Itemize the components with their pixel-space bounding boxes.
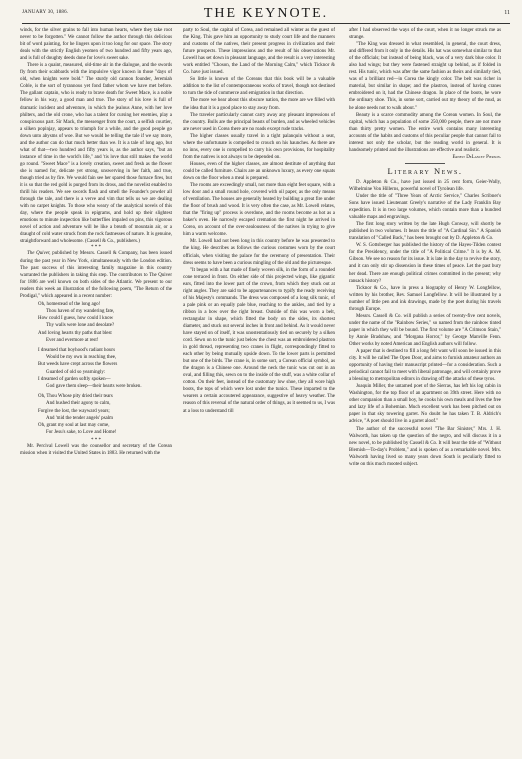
poem-line: Oh, grant my soul at last may come, [38, 423, 110, 429]
news-item: Messrs. Cassell & Co. will publish a series of twenty-five cent novels, under the name of the "Rainbow Series," so named from the rainbow tinted paper in which they will be bound. The first volume are "A Crimson Stain," by Annie Bradshaw, and "Morgana Horror," by George Manville Fenn. Other works by noted American and English authors will follow. [349, 313, 501, 347]
poem-line: Oh, homestead of the long ago! [38, 301, 101, 307]
news-item: W. S. Gottsberger has published the history of the Hayes-Tilden contest for the Presidency, under the title of "A Political Crime." It is by A. M. Gibson. We see no reason for its issue. It is late in the day to revive the story, and it can only stir up dissension in these times of peace. Let the past bury her dead. There are enough political crimes committed in the present; why ransack history? [349, 243, 501, 284]
poem-line: Ever and evermore at rest! [46, 337, 99, 343]
paragraph: party to Soul, the capital of Corea, and remained all winter as the guest of the King. This gave him an opportunity to study court life and the manners and customs of the natives, their present progress in civilization and their future prospects. These impressions and the result of his observations Mr. Lowell has set down in pleasant language, and the result is a very interesting work entitled "Choson, the Land of the Morning Calm," which Ticknor & Co. have just issued. [183, 28, 335, 76]
poem-line: And 'mid the tender angels' psalm [46, 415, 113, 421]
column-1 [20, 27, 172, 458]
poem-line: For Jesu's sake, to Love and Home! [46, 430, 117, 436]
news-item: Under the title of "Three Years of Arctic Service," Charles Scribner's Sons have issued Lieutenant Greely's narrative of the Lady Franklin Bay expedition. It is in two large volumes, which contain more than a hundred valuable maps and engravings. [349, 193, 501, 221]
paragraph: Houses, even of the higher classes, are almost destitute of anything that could be called furniture. Chairs are an unknown luxury, as every one squats down on the floor when a meal is prepared. [183, 161, 335, 181]
news-item: The first long story written by the late Hugh Conway, will shortly be published in two volumes. It bears the title of "A Cardinal Sin." A Spanish translation of "Called Back," has been brought out by D. Appleton & Co. [349, 222, 501, 242]
poem [38, 301, 172, 437]
author-signature: Ernest DeLancey Pierson. [452, 154, 501, 160]
page-number: 11 [504, 10, 510, 16]
news-item: A paper that is destined to fill a long felt want will soon be issued in this city. It will be called The Open Door, and aims to furnish amateur authors an opportunity of having their manuscript printed—for a consideration. Such a periodical cannot fail to meet with liberal patronage, and will certainly prove a blessing to metropolitan editors in drawing off the attacks of these tyros. [349, 349, 501, 383]
separator-stars: * * * [91, 245, 101, 251]
paragraph: The traveler particularly cannot carry away any pleasant impressions of the country. Bulls are the principal beasts of burden, and as wheeled vehicles are never used in Corea there are no roads except rude tracks. [183, 112, 335, 132]
poem-line: Guarded of old so yearningly: [46, 369, 106, 375]
issue-date: JANUARY 30, 1886. [22, 10, 69, 15]
poem-line: Would be my own in reaching thee, [46, 355, 117, 361]
poem-line: Thou haven of my wandering fate, [46, 308, 115, 314]
paragraph: "It began with a hat made of finely woven silk, in the form of a rounded cone terraced in front. On either side of this projected wings, like gigantic ears, fitted into the lower part of the crown, from which they stuck out at right angles. They are said to be appurtenances to typify the ready receiving of his Majesty's commands. The dress was composed of a long silk tunic, of a pale pink or an equally pale blue, reaching to the ankles, and tied by a ribbon in a bow over the right breast. Outside of this was worn a belt, rectangular in shape, which fitted the body on the sides, its shortest diameter, and stuck out several inches in front and behind. As it would never have stayed on of itself, it was unostentatiously tied on securely by a silken cord. Sewn on to the tunic just below the chest was an embroidered plastron in gold thread, representing two cranes in flight, correspondingly fitted to each other by being mutually upside down. To the lower parts is permitted but one of the birds. The crane is, in some sort, a Corean official symbol, as the dragon is a Chinese one. Around the neck the tunic was cut out in an oval, and filling this, sewn on to the inside of the stuff, was a white collar of cotton. On their feet, instead of the customary low shoe, they all wore high boots, the tops of which were lost under the tunics. These imparted to the wearers a certain accoutered appearance, suggestive of heavy weather. The reason of this reversal of the natural order of things, as it seemed to us, I was at a loss to understand till [183, 267, 335, 414]
section-title: Literary News. [387, 165, 463, 176]
paragraph-text: published by Messrs. Cassell & Company, has been issued during the past year in New York, simultaneously with the London edition. The past success of this interesting family magazine in this country warranted the publishers in taking this step. The contributors to The Quiver for 1886 are well known on both sides of the Atlantic. We present to our readers this week an illustration of the following poem, "The Return of the Prodigal," which appeared in a recent number: [20, 251, 172, 299]
poem-line: I dreamed of garden softly spoken— [38, 376, 111, 382]
magazine-title: The Quiver, [27, 251, 51, 257]
poem-line: And loving hearts thy paths that blest [38, 330, 112, 336]
paragraph: The higher classes usually travel in a tight palanquin without a seat, where the unfortunate is compelled to crouch on his haunches. As there are no inns, every one is compelled to carry his own provisions, for hospitality from the natives is not always to be depended on. [183, 133, 335, 160]
paragraph: So little is known of the Coreans that this book will be a valuable addition to the list of contemporaneous works of travel, though not destined to turn the tide of commerce and emigration in that direction. [183, 77, 335, 97]
poem-line: How could I guess, how could I know [38, 316, 114, 322]
poem-line: Thy walls were lone and desolate? [46, 323, 115, 329]
poem-line: Forgive the lost, the wayward years; [38, 408, 110, 414]
poem-line: But weeds have crept across the flowers [38, 362, 118, 368]
poem-line: God gave them sleep—their hearts were broken. [46, 384, 142, 390]
separator-stars: * * * [91, 438, 101, 444]
section-rule [405, 163, 445, 164]
paragraph: Beauty is a scarce commodity among the Corean women. In Soul, the capital, which has a population of some 250,000 people, there are not more than thirty pretty women. The entire work contains many interesting accounts of the habits and customs of this peculiar people that cannot fail to interest not only the scholar, but the reading world in general. It is handsomely printed and the illustrations are effective and realistic. [349, 112, 501, 153]
column-2 [183, 27, 335, 415]
paragraph: The more we hear about this obscure nation, the more are we filled with the idea that it is a good place to stay away from. [183, 98, 335, 111]
paragraph: Mr. Percival Lowell was the counsellor and secretary of the Corean mission when it visited the United States in 1883. He returned with the [20, 444, 172, 457]
news-item: D. Appleton & Co., have just issued in 25 cent form, Geier-Wally, Wilhelmine Von Hillerns, powerful novel of Tyrolean life. [349, 179, 501, 192]
paragraph: winds, for the silver grains to fall into human hearts, where they take root never to be forgotten." We cannot follow the author through this delicious bit of word painting, for he lingers upon it too long for our space. The story deals with the strictly English yeomen of two hundred and fifty years ago, and is full of doughty deeds done for love's sweet sake. [20, 28, 172, 62]
paragraph: "The King was dressed in what resembled, in general, the court dress, and differed from it only in the details. His hat was somewhat similar to that of the officials; but instead of being black, was of a very dark blue color. It also had wings; but they were fastened straight up behind, as if folded in rest. His tunic, which was after the same fashion as theirs and similarly tied, was of a brilliant red—in Corea the kingly color. The belt was richer in material, but similar in shape; and the plastron, instead of having cranes embroidered on it, had the Chinese dragon. In place of the boots, he wore the ordinary shoe. This, in some sort, carried out my theory of the mud, as he alone needs not to walk about." [349, 42, 501, 111]
paragraph [20, 250, 172, 299]
news-item: Joaquin Miller, the untamed poet of the Sierras, has left his log cabin in Washington, for the top floor of an apartment on 39th street. Here with no other companion than a small boy, he cooks his own meals and lives the free and lazy life of a Bohemian. Much excellent work has been pitched out on paper in that sky towering garret. No doubt he has taken T. B. Aldrich's advice, "A poet should live in a garret aloof." [349, 384, 501, 425]
poem-line: I dreamed that boyhood's radiant hours [38, 348, 115, 353]
masthead-title: THE KEYNOTE. [203, 6, 329, 21]
poem-line: Oh, Thou Whose pity dried their tears [38, 394, 113, 400]
poem-line: And hushed their agony to calm, [46, 401, 111, 407]
column-3 [349, 27, 501, 468]
news-item: Ticknor & Co., have in press a biography of Henry W. Longfellow, written by his brother, Rev. Samuel Longfellow. It will be illustrated by a number of little pen and ink drawings, made by the poet during his travels through Europe. [349, 285, 501, 312]
news-item: The author of the successful novel "The Bar Sinister," Mrs. J. H. Walworth, has taken up the question of the negro, and will discuss it in a new novel, to be published by Cassell & Co. It will bear the title of "Without Blemish—To-day's Problem," and is spoken of as a remarkable novel. Mrs. Walworth having lived so many years down South is peculiarly fitted to write on this much mooted subject. [349, 426, 501, 467]
paragraph: Mr. Lowell had not been long in this country before he was presented to the king. He describes as follows the curious costumes worn by the court officials, when visiting the palace for the ceremony of presentation. Their dress seems to have been a curious mingling of the old and the picturesque. [183, 239, 335, 266]
paragraph: The rooms are exceedingly small, not more than eight feet square, with a low door and a small round hole, covered with oil paper, as the only means of ventilation. The houses are generally heated by building a great fire under the floor of brush and wood. It is very often the case, as Mr. Lowell relates, that the "firing up" process is overdone, and the rooms become as hot as a baker's oven. He narrowly escaped cremation the first night he arrived in Corea, on account of the over-zealousness of the natives in trying to give him a warm welcome. [183, 183, 335, 238]
paragraph: after I had observed the ways of the court, when it no longer struck me as strange. [349, 28, 501, 41]
paragraph: There is a quaint, measured, old-time air in the dialogue, and the swords fly from their scabbards with the impulsive vigor known in those "days of old, when knights were bold." The sturdy old cannon founder, Jeremiah Coble, is the sort of tyrannous yet fond father whom we have met before. The gallant captain, who is ready to brave death for Sweet Mace, is a noble fellow in his way, a good man and true. The story of his love is full of dramatic incident and adventure, in which the jealous Anne, with her love philters, and the old crone, who has a talent for cursing her enemies, play a conspicuous part. Sir Mack, the messenger from the court, a selfish courtier, a silken popinjay, appears to triumph for a while, and the good people go down unto abysms of woe. But we would be telling the tale if we say more, and the author can do that much better than we. It is a tale of long ago, but what of that—two hundred and fifty years is, as the author says, "but an instance of time in the world's life," and 'tis love that still makes the world go round. "Sweet Mace" is a lovely creation, sweet and fresh as the flower she is named for, delicate yet strong, unswerving in her faith, and true, though tried as by fire. We would fain see her spared those furnace fires, but it is so that the red gold is purged from its dross, and the novelist enabled to thrill his readers. We see swords flash and smell the Founder's powder all through the tale, and there is a verve and vim that tells us we are dealing with no carpet knights. To those who weary of the analytical novels of this day, where the people speak in epigrams, and hold up their slightest emotions to minute inspection like butterflies impaled on pins, this vigorous novel of action and adventure will be like a breath of mountain air, or a draught of cold water struck from the rock fastnesses of nature. It is genuine, straightforward and wholesome. (Cassell & Co., publishers.) [20, 63, 172, 245]
header-rule [22, 23, 510, 24]
page-header [22, 6, 510, 22]
